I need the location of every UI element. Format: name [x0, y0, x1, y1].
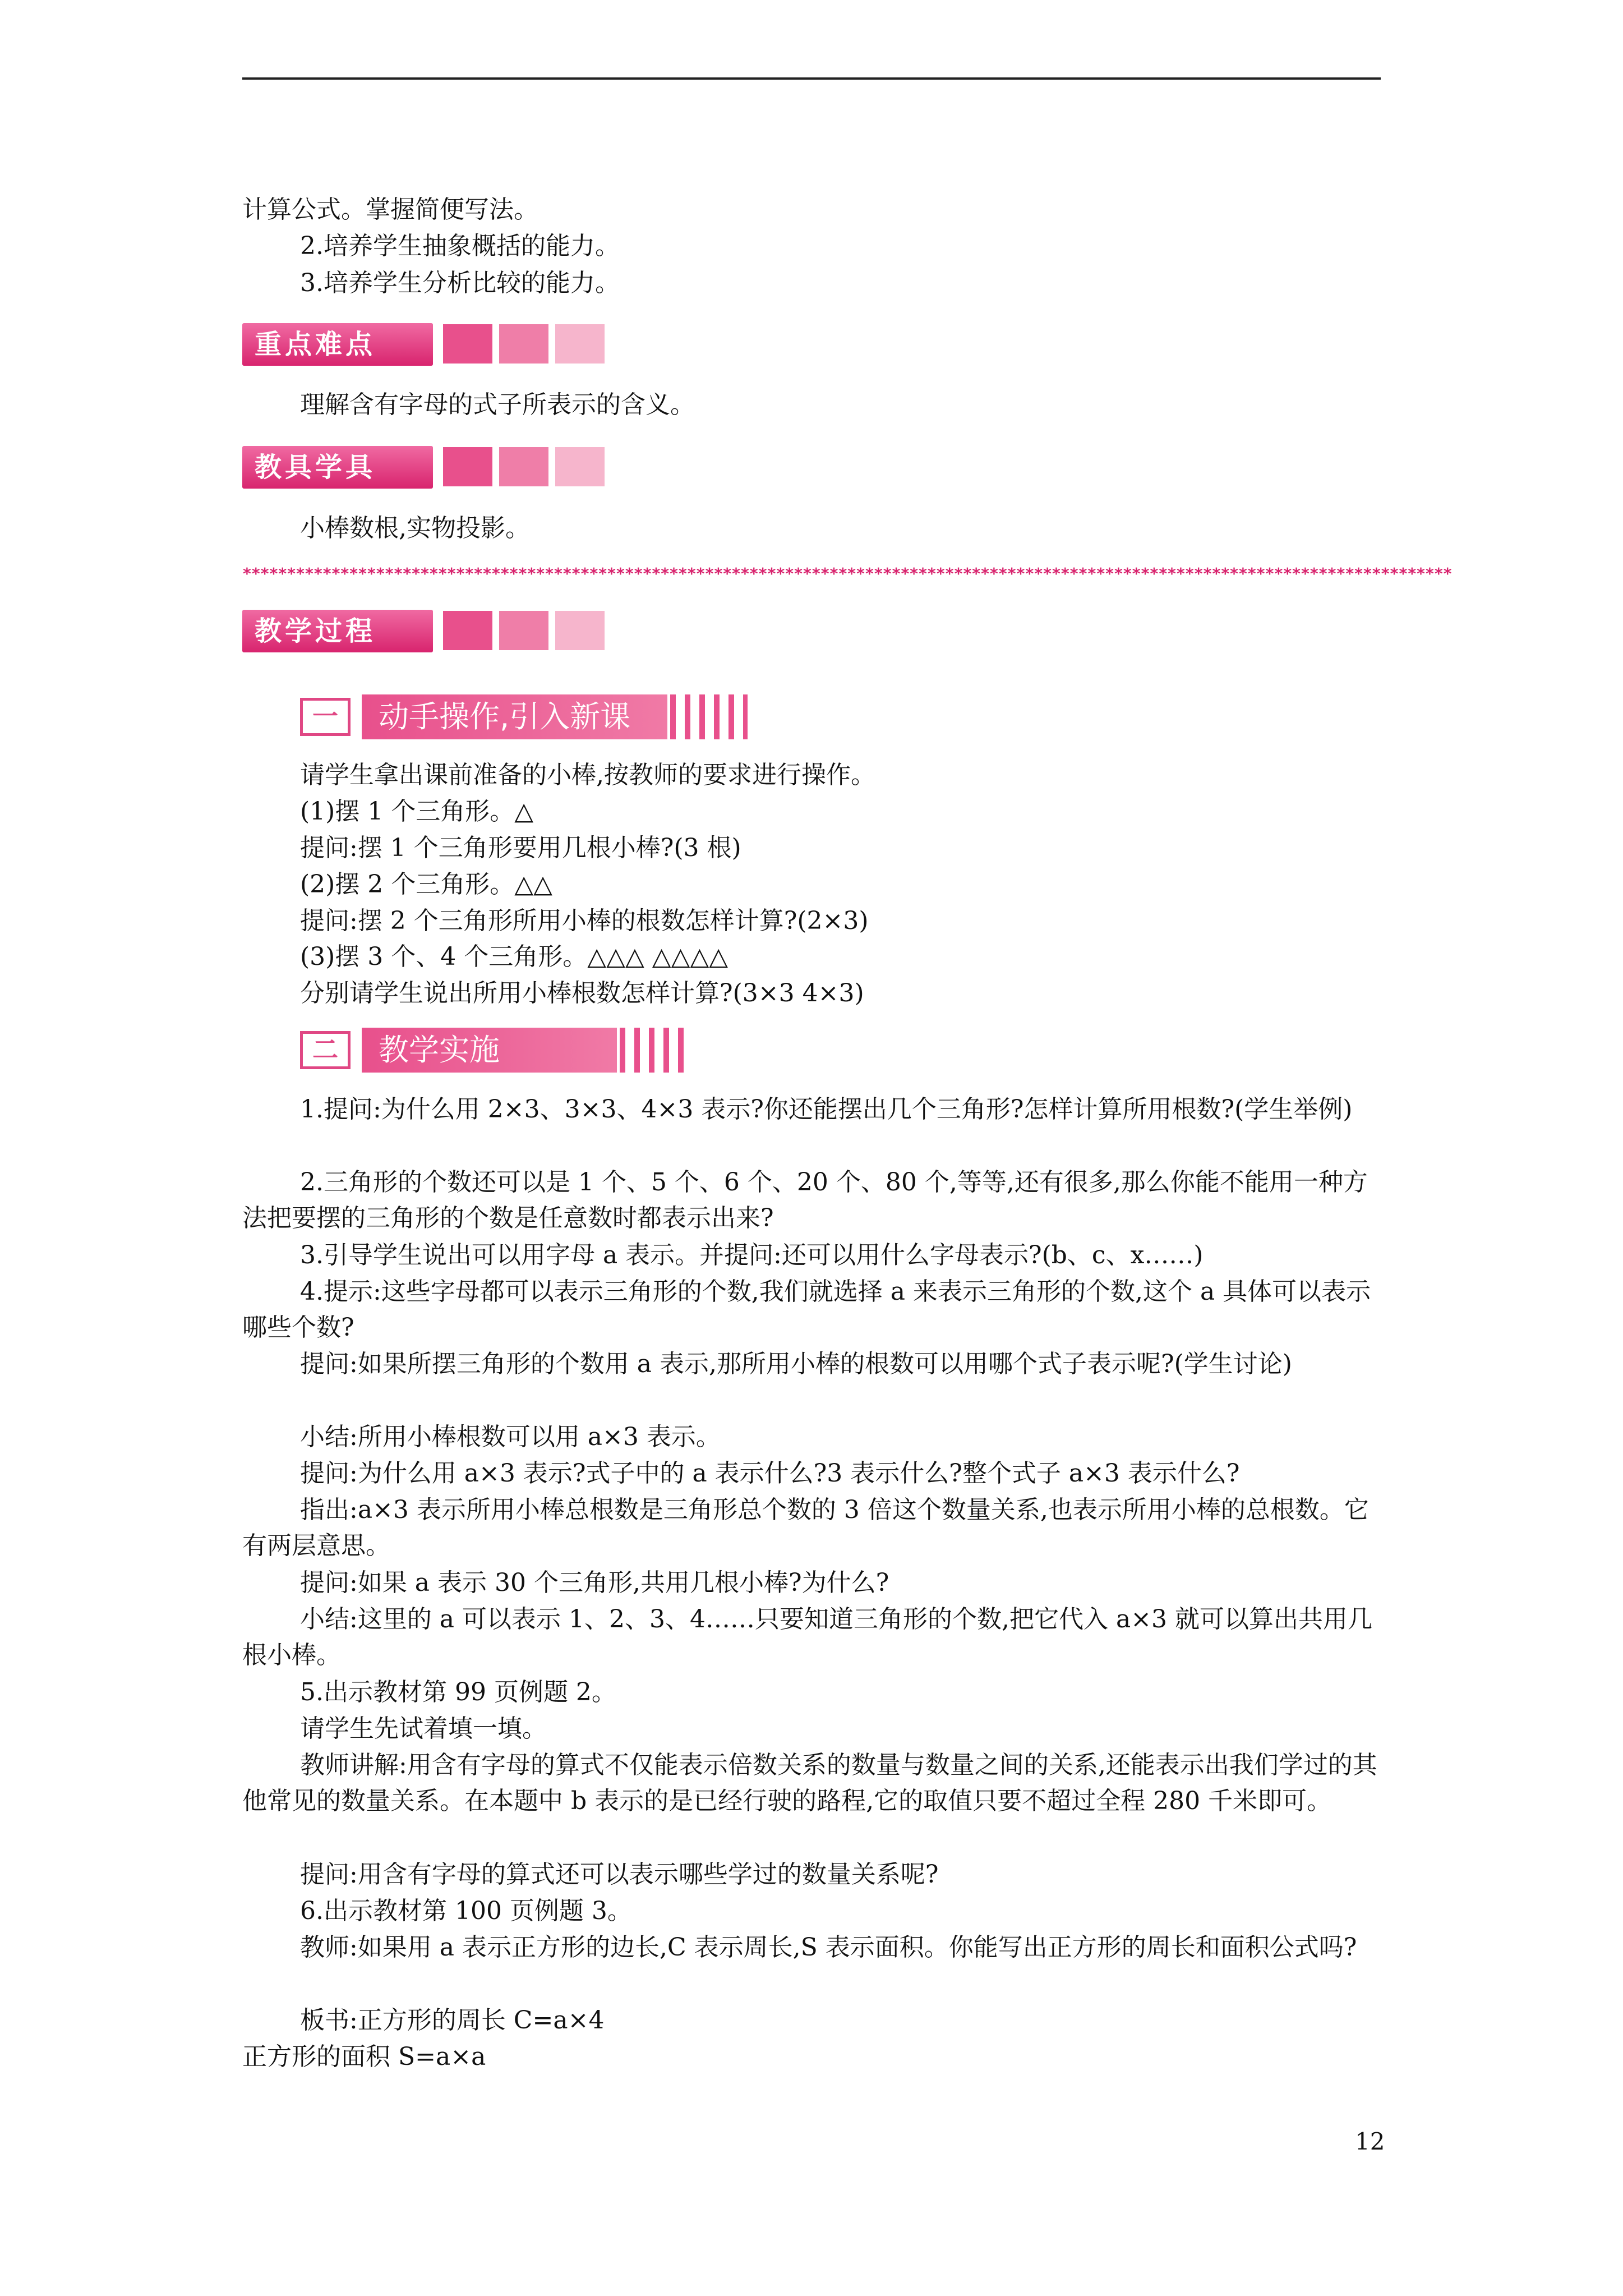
paragraph: 教师讲解:用含有字母的算式不仅能表示倍数关系的数量与数量之间的关系,还能表示出我们学过的其他常见的数量关系。在本题中 b 表示的是已经行驶的路程,它的取值只要不超过全程 280 千米即可。 — [242, 1751, 1377, 1815]
paragraph: 提问:为什么用 a×3 表示?式子中的 a 表示什么?3 表示什么?整个式子 a×3 表示什么? — [300, 1459, 1240, 1488]
decor-square — [443, 611, 492, 650]
paragraph: 2.三角形的个数还可以是 1 个、5 个、6 个、20 个、80 个,等等,还有很多,那么你能不能用一种方法把要摆的三角形的个数是任意数时都表示出来? — [242, 1168, 1368, 1232]
intro-line: 3.培养学生分析比较的能力。 — [300, 269, 620, 297]
formula-line: 正方形的面积 S=a×a — [242, 2042, 486, 2071]
text-line: 分别请学生说出所用小棒根数怎样计算?(3×3 4×3) — [300, 979, 864, 1007]
subsection-number: 二 — [300, 1031, 351, 1069]
text-line: 提问:摆 2 个三角形所用小棒的根数怎样计算?(2×3) — [300, 907, 869, 935]
decor-square — [555, 447, 605, 486]
paragraph: 5.出示教材第 99 页例题 2。 — [300, 1678, 616, 1706]
star-divider: **************************************************************************************************************************************** — [242, 564, 1452, 583]
section-text: 小棒数根,实物投影。 — [300, 514, 530, 542]
text-line: (1)摆 1 个三角形。△ — [300, 797, 534, 826]
intro-line: 计算公式。掌握简便写法。 — [242, 195, 538, 224]
header-rule — [242, 77, 1381, 80]
subsection-number: 一 — [300, 698, 351, 736]
paragraph: 教师:如果用 a 表示正方形的边长,C 表示周长,S 表示面积。你能写出正方形的周长和面积公式吗? — [300, 1933, 1357, 1962]
paragraph: 请学生先试着填一填。 — [300, 1714, 547, 1743]
decor-square — [499, 611, 548, 650]
section-title: 教具学具 — [255, 452, 376, 483]
subsection-title: 动手操作,引入新课 — [379, 699, 631, 734]
decor-square — [555, 324, 605, 364]
text-line: (3)摆 3 个、4 个三角形。△△△ △△△△ — [300, 942, 728, 971]
decor-square — [443, 324, 492, 364]
text-line: 请学生拿出课前准备的小棒,按教师的要求进行操作。 — [300, 761, 875, 789]
decor-square — [499, 447, 548, 486]
paragraph: 1.提问:为什么用 2×3、3×3、4×3 表示?你还能摆出几个三角形?怎样计算所用根数?(学生举例) — [300, 1095, 1353, 1124]
paragraph: 指出:a×3 表示所用小棒总根数是三角形总个数的 3 倍这个数量关系,也表示所用小棒的总根数。它有两层意思。 — [242, 1496, 1369, 1560]
decor-square — [555, 611, 605, 650]
paragraph: 6.出示教材第 100 页例题 3。 — [300, 1897, 632, 1925]
text-line: (2)摆 2 个三角形。△△ — [300, 870, 552, 899]
subsection-banner-2 — [300, 1028, 693, 1073]
subsection-title: 教学实施 — [379, 1032, 500, 1068]
formula-line: 板书:正方形的周长 C=a×4 — [300, 2006, 605, 2035]
decor-square — [499, 324, 548, 364]
section-title: 教学过程 — [255, 615, 376, 647]
decor-square — [443, 447, 492, 486]
paragraph: 提问:如果 a 表示 30 个三角形,共用几根小棒?为什么? — [300, 1568, 889, 1597]
banner-stripes — [620, 1028, 693, 1073]
paragraph: 3.引导学生说出可以用字母 a 表示。并提问:还可以用什么字母表示?(b、c、x……) — [300, 1241, 1204, 1269]
intro-line: 2.培养学生抽象概括的能力。 — [300, 232, 620, 260]
section-text: 理解含有字母的式子所表示的含义。 — [300, 390, 695, 419]
banner-stripes — [670, 694, 748, 739]
paragraph: 提问:如果所摆三角形的个数用 a 表示,那所用小棒的根数可以用哪个式子表示呢?(学生讨论) — [300, 1350, 1292, 1378]
paragraph: 提问:用含有字母的算式还可以表示哪些学过的数量关系呢? — [300, 1860, 939, 1889]
page-number: 12 — [1355, 2128, 1385, 2155]
paragraph: 小结:所用小棒根数可以用 a×3 表示。 — [300, 1423, 721, 1451]
section-title: 重点难点 — [255, 329, 376, 360]
paragraph: 小结:这里的 a 可以表示 1、2、3、4……只要知道三角形的个数,把它代入 a×3 就可以算出共用几根小棒。 — [242, 1605, 1373, 1669]
text-line: 提问:摆 1 个三角形要用几根小棒?(3 根) — [300, 834, 741, 862]
paragraph: 4.提示:这些字母都可以表示三角形的个数,我们就选择 a 来表示三角形的个数,这个 a 具体可以表示哪些个数? — [242, 1277, 1371, 1342]
subsection-banner-1 — [300, 694, 749, 739]
